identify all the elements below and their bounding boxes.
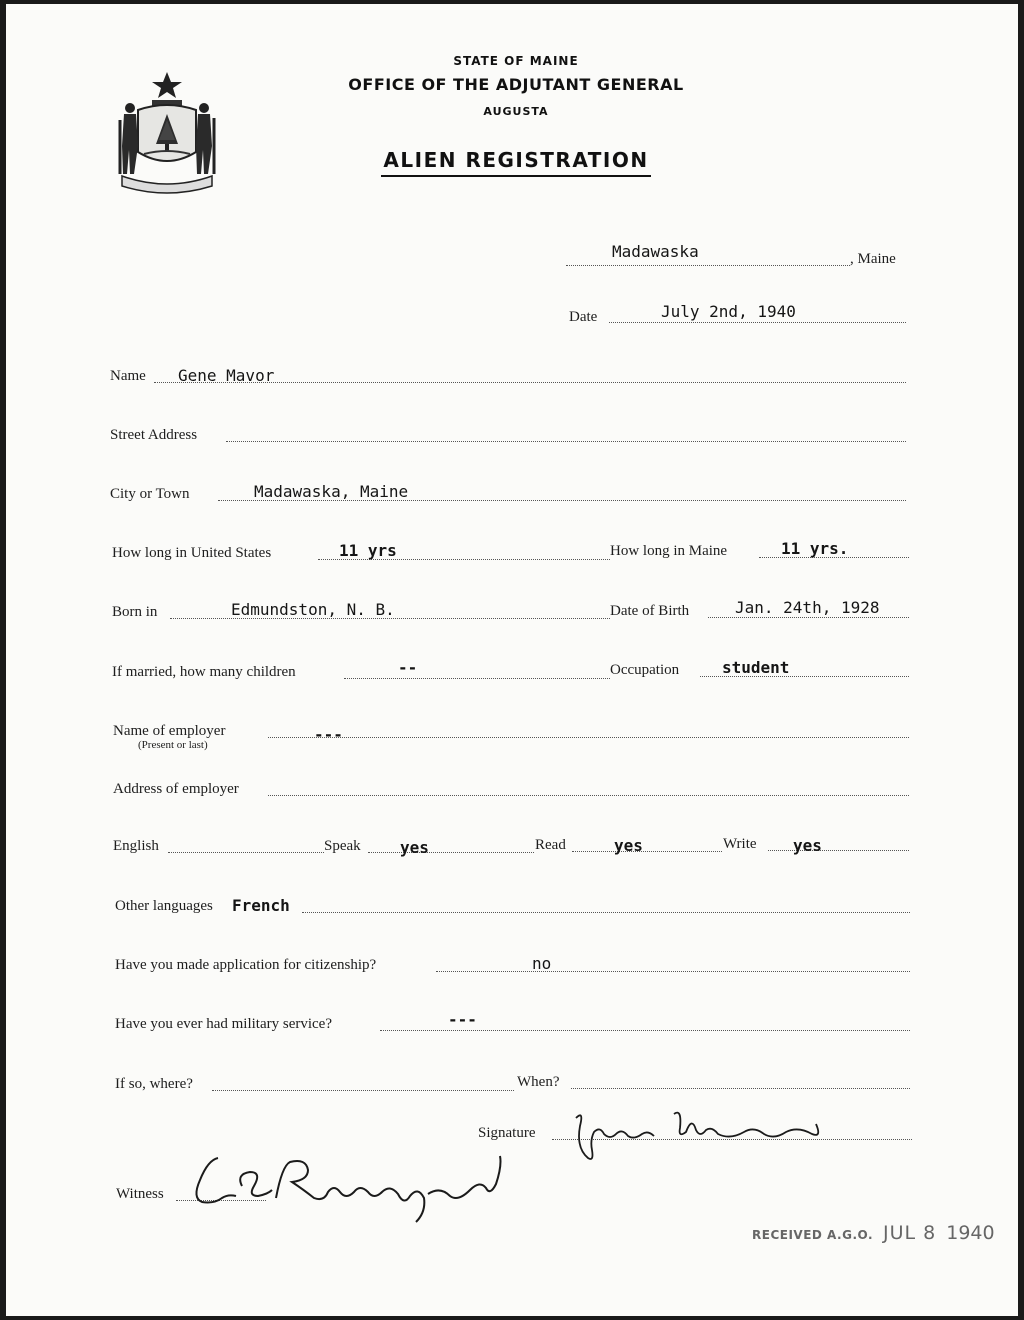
english-label: English	[113, 838, 159, 854]
employer-label: Name of employer	[113, 723, 226, 739]
city-label: City or Town	[110, 486, 190, 502]
employer-sublabel: (Present or last)	[138, 739, 208, 751]
born-in-value: Edmundston, N. B.	[231, 600, 395, 619]
street-label: Street Address	[110, 427, 198, 443]
registration-form	[6, 4, 1018, 1316]
dob-label: Date of Birth	[610, 603, 690, 619]
citizenship-value: no	[532, 954, 552, 973]
city-value: Madawaska, Maine	[254, 482, 409, 501]
born-in-label: Born in	[112, 604, 158, 620]
witness-label: Witness	[116, 1186, 164, 1202]
state-heading: STATE OF MAINE	[453, 54, 579, 68]
us-duration-label: How long in United States	[112, 545, 272, 561]
children-label: If married, how many children	[112, 664, 296, 680]
read-value: yes	[614, 836, 643, 855]
form-title: ALIEN REGISTRATION	[306, 148, 726, 172]
city-heading: AUGUSTA	[483, 105, 549, 118]
name-label: Name	[110, 368, 146, 384]
speak-label: Speak	[324, 838, 361, 854]
children-value: --	[398, 658, 418, 677]
when-label: When?	[517, 1074, 560, 1090]
military-value: ---	[448, 1010, 477, 1029]
maine-state-seal	[116, 70, 218, 196]
received-stamp: RECEIVED A.G.O. JUL 8 1940	[752, 1222, 995, 1244]
employer-value: ---	[314, 725, 343, 744]
name-value: Gene Mavor	[178, 366, 275, 385]
dob-value: Jan. 24th, 1928	[735, 598, 880, 617]
military-label: Have you ever had military service?	[115, 1016, 332, 1032]
read-label: Read	[535, 837, 566, 853]
other-languages-label: Other languages	[115, 898, 213, 914]
maine-duration-label: How long in Maine	[610, 543, 728, 559]
us-duration-value: 11 yrs	[339, 541, 397, 560]
place-value: Madawaska	[612, 242, 699, 261]
speak-value: yes	[400, 838, 429, 857]
date-label: Date	[569, 309, 598, 325]
signature-label: Signature	[478, 1125, 536, 1141]
office-heading: OFFICE OF THE ADJUTANT GENERAL	[348, 75, 684, 94]
witness-signature	[178, 1146, 518, 1226]
place-suffix: , Maine	[850, 251, 896, 267]
where-label: If so, where?	[115, 1076, 193, 1092]
maine-duration-value: 11 yrs.	[781, 539, 849, 558]
applicant-signature	[554, 1104, 824, 1168]
employer-address-label: Address of employer	[113, 781, 239, 797]
write-value: yes	[793, 836, 822, 855]
occupation-value: student	[722, 658, 790, 677]
occupation-label: Occupation	[610, 662, 680, 678]
date-value: July 2nd, 1940	[661, 302, 796, 321]
citizenship-label: Have you made application for citizenship?	[115, 957, 377, 973]
write-label: Write	[723, 836, 757, 852]
other-languages-value: French	[232, 896, 290, 915]
